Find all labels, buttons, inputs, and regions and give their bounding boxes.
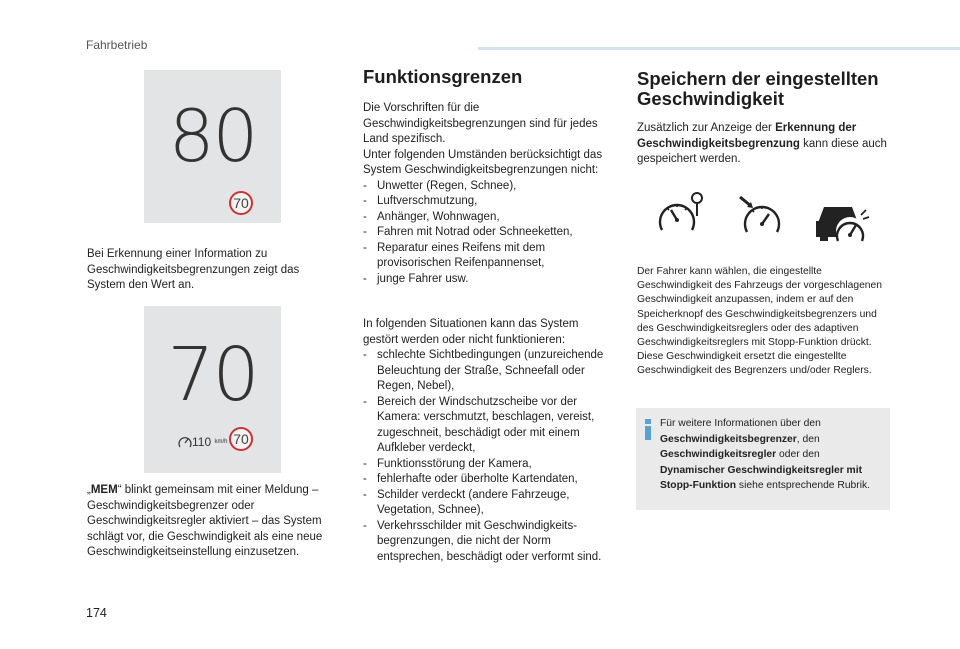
list-item: - Reparatur eines Reifens mit dem provisorischen Reifenpannenset, [363,241,615,272]
info-text-2: , den [796,433,820,445]
cruise-control-icon [737,194,787,240]
list-item: - Schilder verdeckt (andere Fahrzeuge, Vegetation, Schnee), [363,488,615,519]
save-speed-title: Speichern der eingestellten Geschwindigkeit [637,68,879,109]
save-speed-intro [637,121,887,168]
speed-display-panel-2 [144,306,281,473]
intro-text-bold: Erkennung der Geschwindigkeitsbegrenzung [637,122,857,150]
quote-open: „ [87,484,91,496]
limits-list [363,179,615,288]
speed-display-panel-1 [144,70,281,223]
info-box [636,408,890,510]
speed-setting-value: 110 [192,434,212,449]
intro-text-post: kann diese auch gespeichert werden. [637,137,887,165]
save-speed-body: Der Fahrer kann wählen, die eingestellte Geschwindigkeit des Fahrzeugs der vorgeschlagenen Geschwindigkeit anzupassen, indem er auf den Speicherknopf des Geschwindigkeitsbegrenzers und des Geschwindigkeitsreglers oder des adaptiven Geschwindigkeitsreglers mit Stopp-Funktion drückt. Diese Geschwindigkeit ersetzt die eingestellte Geschwindigkeit des Begrenzers und/oder Reglers. [637,266,882,377]
adaptive-cruise-control-icon [814,197,872,247]
section-header: Fahrbetrieb [86,38,148,52]
header-rule [478,47,960,50]
list-item: - Verkehrsschilder mit Geschwindigkeits-begrenzungen, die nicht der Norm entsprechen, beschädigt oder verformt sind. [363,519,615,566]
list-item: - Luftverschmutzung, [363,194,615,210]
mem-label: MEM [90,484,118,496]
info-text-4: siehe entsprechende Rubrik. [736,480,871,491]
limits-intro: Die Vorschriften für die Geschwindigkeitsbegrenzungen sind für jedes Land spezifisch. [363,102,598,145]
info-bold-adaptive: Dynamischer Geschwindigkeitsregler mit Stopp-Funktion [660,464,863,491]
list-item: - Funktionsstörung der Kamera, [363,457,615,473]
info-text [660,416,886,494]
list-item: - Bereich der Windschutzscheibe vor der Kamera: verschmutzt, beschlagen, vereist, zugeschneit, beschädigt oder mit einem Aufkleber verdeckt, [363,395,615,457]
displayed-speed: 80 [168,94,257,178]
intro-text-pre: Zusätzlich zur Anzeige der [637,122,776,134]
speed-limit-sign: 70 [229,191,253,215]
caption-mem [87,483,339,561]
list-item: - fehlerhafte oder überholte Kartendaten, [363,472,615,488]
info-bold-regulator: Geschwindigkeitsregler [660,449,777,460]
disturbance-list [363,348,615,565]
info-bold-limiter: Geschwindigkeitsbegrenzer [660,433,797,445]
speed-setting-unit: km/h [214,438,228,445]
functional-limits-title: Funktionsgrenzen [363,66,523,87]
speed-limiter-icon [178,435,192,449]
page-number: 174 [86,606,107,620]
speed-setting-row [178,434,228,450]
disturbance-intro: In folgenden Situationen kann das System gestört werden oder nicht funktionieren: [363,318,579,346]
disturbance-body [363,317,615,565]
speed-limit-sign: 70 [229,427,253,451]
limits-intro-2: Unter folgenden Umständen berücksichtigt das System Geschwindigkeitsbegrenzungen nicht: [363,148,603,176]
info-icon [645,419,652,440]
list-item: - schlechte Sichtbedingungen (unzureichende Beleuchtung der Straße, Schneefall oder Regen, Nebel), [363,348,615,395]
list-item: - Anhänger, Wohnwagen, [363,210,615,226]
displayed-speed: 70 [167,332,258,418]
caption-recognition: Bei Erkennung einer Information zu Geschwindigkeitsbegrenzungen zeigt das System den Wert an. [87,248,300,291]
info-text-1: Für weitere Informationen über den [660,418,821,429]
list-item: - junge Fahrer usw. [363,272,615,288]
mem-caption-text: “ blinkt gemeinsam mit einer Meldung – Geschwindigkeitsbegrenzer oder Geschwindigkeitsregler aktiviert – das System schlägt vor, die Geschwindigkeit als eine neue Geschwindigkeitseinstellung einzusetzen. [87,484,323,558]
list-item: - Unwetter (Regen, Schnee), [363,179,615,195]
functional-limits-body [363,101,615,287]
info-text-3: oder den [776,449,820,460]
list-item: - Fahren mit Notrad oder Schneeketten, [363,225,615,241]
speed-limiter-icon [657,190,709,238]
